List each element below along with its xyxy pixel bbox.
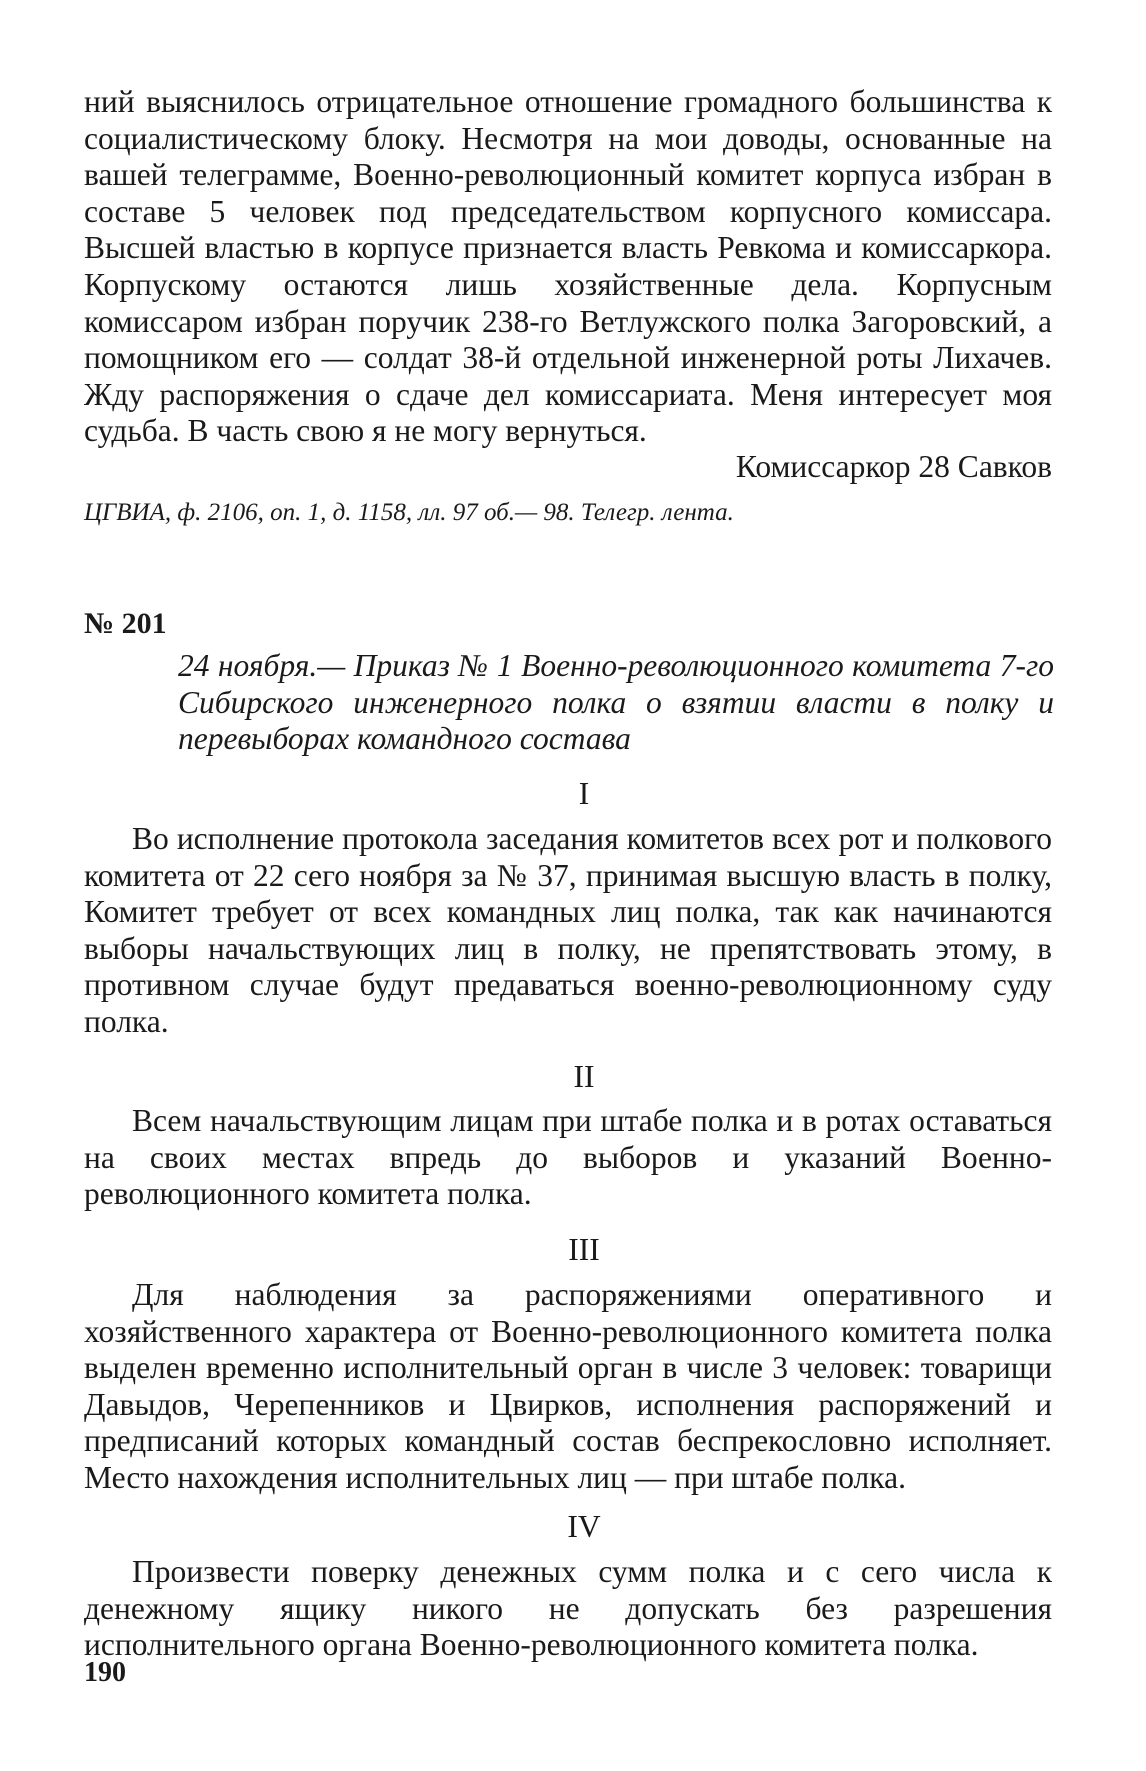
archive-source-reference: ЦГВИА, ф. 2106, оп. 1, д. 1158, лл. 97 об.— 98. Телегр. лента. <box>84 499 734 526</box>
previous-document-body: ний выяснилось отрицательное отношение громадного большинства к социалистическому блоку. Несмотря на мои доводы, основанные на вашей телеграмме, Военно-революционный комитет корпуса избран в составе 5 человек под председательством корпусного комиссара. Высшей властью в корпусе признается власть Ревкома и комиссаркора. Корпускому остаются лишь хозяйственные дела. Корпусным комиссаром избран поручик 238-го Ветлужского полка Загоровский, а помощником его — солдат 38-й отдельной инженерной роты Лихачев. Жду распоряжения о сдаче дел комиссариата. Меня интересует моя судьба. В часть свою я не могу вернуться. <box>84 84 1052 449</box>
signature: Комиссаркор 28 Савков <box>735 449 1052 484</box>
previous-document-text-block <box>84 84 1052 450</box>
section-numeral-2: II <box>573 1059 595 1094</box>
section-3-text: Для наблюдения за распоряжениями оперативного и хозяйственного характера от Военно-революционного комитета полка выделен временно исполнительный орган в числе 3 человек: товарищи Давыдов, Черепенников и Цвирков, исполнения распоряжений и предписаний которых командный состав беспрекословно исполняет. Место нахождения исполнительных лиц — при штабе полка. <box>84 1277 1052 1495</box>
document-heading: 24 ноября.— Приказ № 1 Военно-революционного комитета 7-го Сибирского инженерного полка о взятии власти в полку и перевыборах командного состава <box>178 648 1054 756</box>
section-1 <box>84 821 1052 1041</box>
section-1-text: Во исполнение протокола заседания комитетов всех рот и полкового комитета от 22 сего ноября за № 37, принимая высшую власть в полку, Комитет требует от всех командных лиц полка, так как начинаются выборы начальствующих лиц в полку, не препятствовать этому, в противном случае будут предаваться военно-революционному суду полка. <box>84 821 1052 1039</box>
section-numeral-4: IV <box>567 1509 601 1544</box>
section-2-text: Всем начальствующим лицам при штабе полка и в ротах оставаться на своих местах впредь до выборов и указаний Военно-революционного комитета полка. <box>84 1103 1052 1212</box>
section-numeral-1: I <box>578 776 590 811</box>
section-2 <box>84 1103 1052 1213</box>
section-3 <box>84 1277 1052 1497</box>
document-number: № 201 <box>84 607 167 640</box>
section-4 <box>84 1554 1052 1664</box>
section-numeral-3: III <box>568 1232 600 1267</box>
page-number: 190 <box>84 1657 126 1688</box>
section-4-text: Произвести поверку денежных сумм полка и с сего числа к денежному ящику никого не допускать без разрешения исполнительного органа Военно-революционного комитета полка. <box>84 1554 1052 1663</box>
